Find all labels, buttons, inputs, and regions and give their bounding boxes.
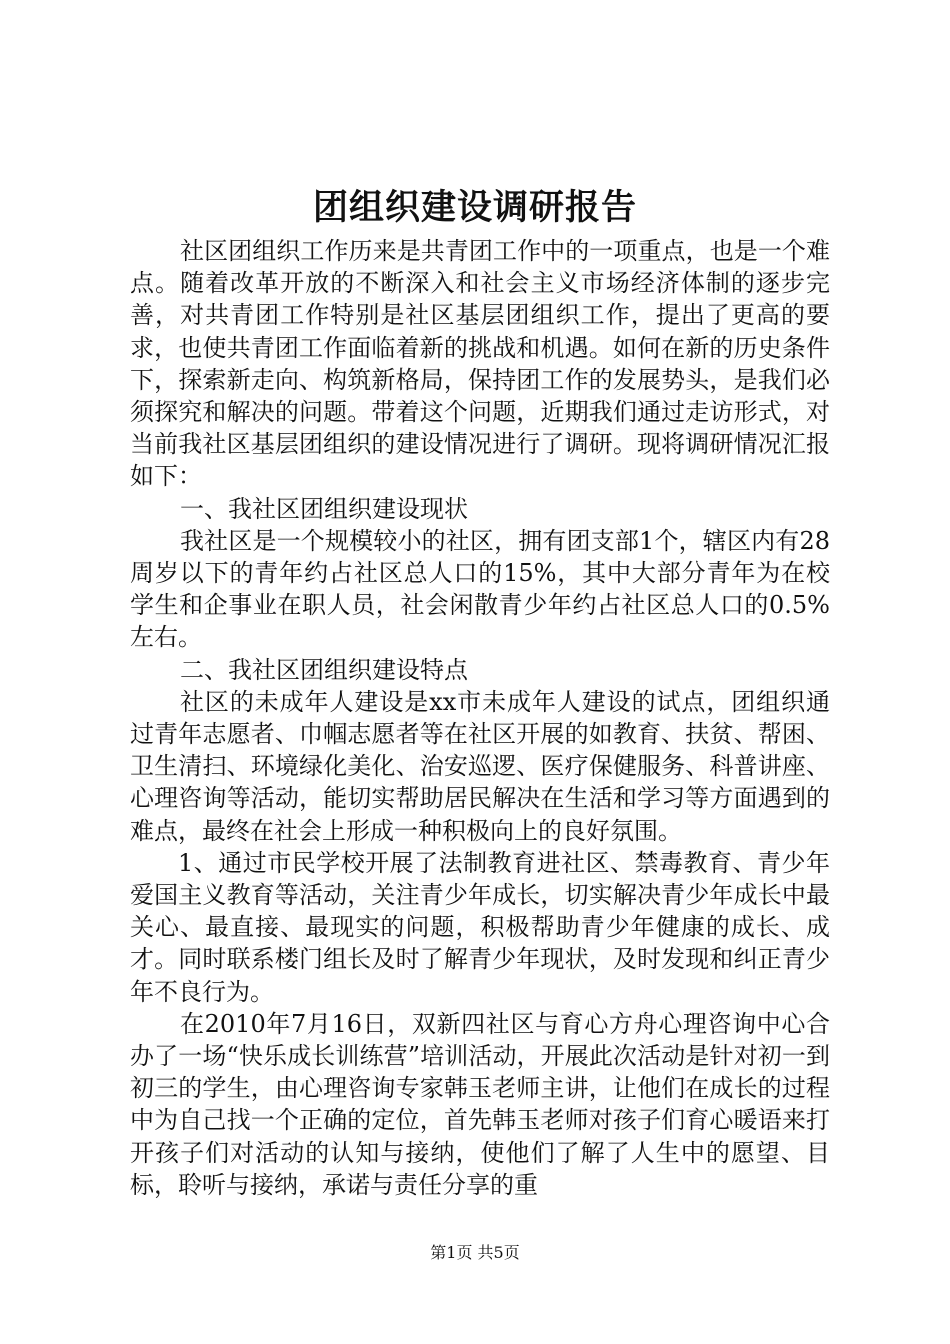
paragraph-status: 我社区是一个规模较小的社区，拥有团支部1个，辖区内有28周岁以下的青年约占社区总人口的15%，其中大部分青年为在校学生和企事业在职人员，社会闲散青少年约占社区总人口的0.5%左右。 bbox=[130, 526, 830, 652]
paragraph-item-1: 1、通过市民学校开展了法制教育进社区、禁毒教育、青少年爱国主义教育等活动，关注青少年成长，切实解决青少年成长中最关心、最直接、最现实的问题，积极帮助青少年健康的成长、成才。同时联系楼门组长及时了解青少年现状，及时发现和纠正青少年不良行为。 bbox=[130, 848, 830, 1006]
paragraph-intro: 社区团组织工作历来是共青团工作中的一项重点，也是一个难点。随着改革开放的不断深入和社会主义市场经济体制的逐步完善，对共青团工作特别是社区基层团组织工作，提出了更高的要求，也使共青团工作面临着新的挑战和机遇。如何在新的历史条件下，探索新走向、构筑新格局，保持团工作的发展势头，是我们必须探究和解决的问题。带着这个问题，近期我们通过走访形式，对当前我社区基层团组织的建设情况进行了调研。现将调研情况汇报如下： bbox=[130, 237, 830, 491]
section-heading-features: 二、我社区团组织建设特点 bbox=[180, 655, 468, 684]
document-title: 团组织建设调研报告 bbox=[312, 188, 637, 228]
paragraph-event: 在2010年7月16日，双新四社区与育心方舟心理咨询中心合办了一场“快乐成长训练营”培训活动，开展此次活动是针对初一到初三的学生，由心理咨询专家韩玉老师主讲，让他们在成长的过程中为自己找一个正确的定位，首先韩玉老师对孩子们育心暖语来打开孩子们对活动的认知与接纳，使他们了解了人生中的愿望、目标，聆听与接纳，承诺与责任分享的重 bbox=[130, 1009, 830, 1199]
section-heading-status: 一、我社区团组织建设现状 bbox=[180, 494, 468, 523]
paragraph-features: 社区的未成年人建设是xx市未成年人建设的试点，团组织通过青年志愿者、巾帼志愿者等在社区开展的如教育、扶贫、帮困、卫生清扫、环境绿化美化、治安巡逻、医疗保健服务、科普讲座、心理咨询等活动，能切实帮助居民解决在生活和学习等方面遇到的难点，最终在社会上形成一种积极向上的良好氛围。 bbox=[130, 687, 830, 845]
document-body bbox=[130, 235, 830, 1201]
page-number-footer: 第1页 共5页 bbox=[430, 1243, 520, 1262]
